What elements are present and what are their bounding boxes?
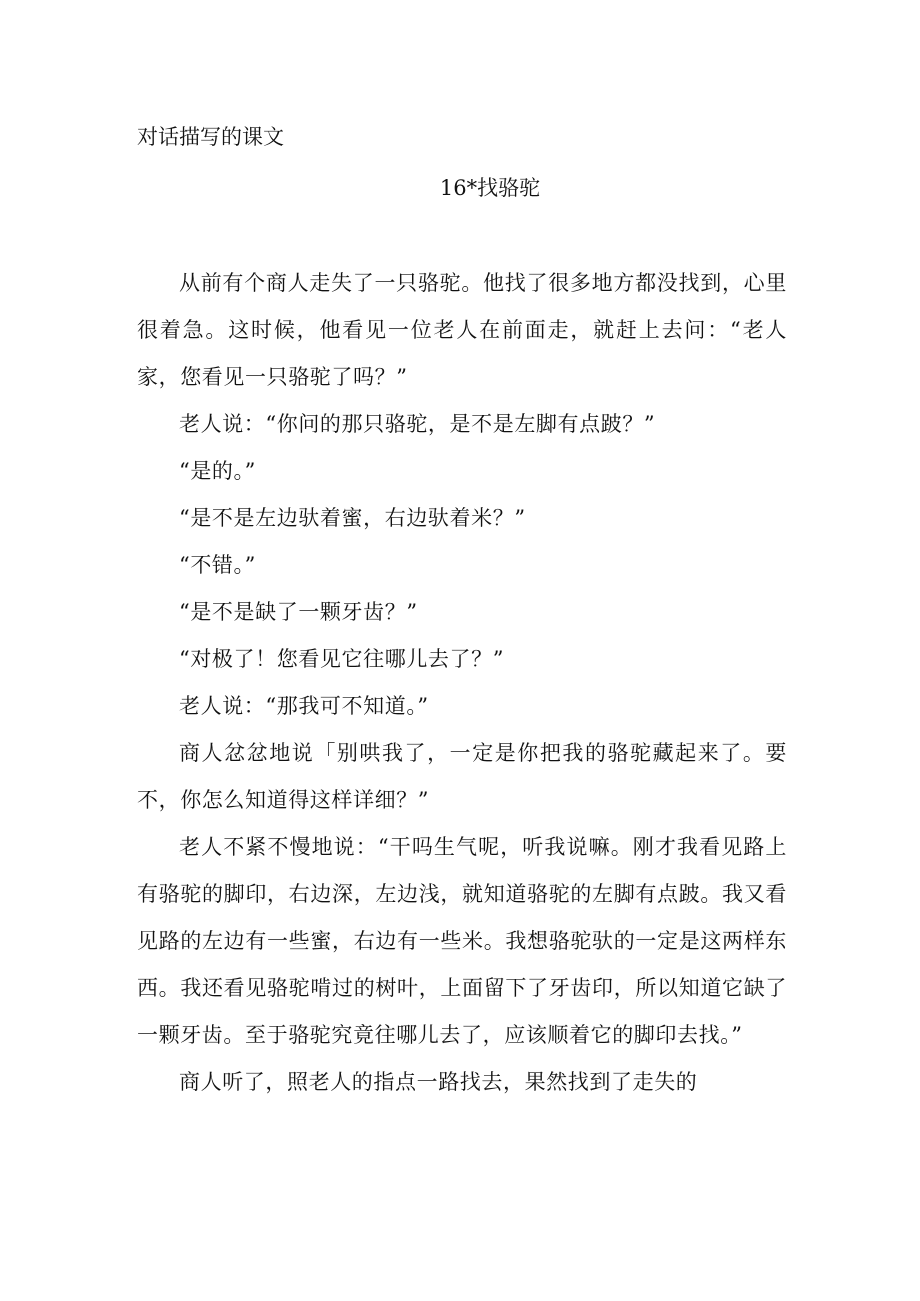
lesson-body	[137, 260, 787, 1106]
paragraph: 从前有个商人走失了一只骆驼。他找了很多地方都没找到，心里很着急。这时候，他看见一位老人在前面走，就赶上去问：“老人家，您看见一只骆驼了吗？”	[137, 271, 787, 389]
paragraph: “不错。”	[179, 553, 256, 577]
paragraph: “是不是左边驮着蜜，右边驮着米？”	[179, 506, 526, 530]
paragraph: 老人不紧不慢地说：“干吗生气呢，听我说嘛。刚才我看见路上有骆驼的脚印，右边深，左边浅，就知道骆驼的左脚有点跛。我又看见路的左边有一些蜜，右边有一些米。我想骆驼驮的一定是这两样东西。我还看见骆驼啃过的树叶，上面留下了牙齿印，所以知道它缺了一颗牙齿。至于骆驼究竟往哪儿去了，应该顺着它的脚印去找。”	[137, 835, 787, 1047]
document-heading: 对话描写的课文	[137, 125, 284, 149]
paragraph: 商人忿忿地说「别哄我了，一定是你把我的骆驼藏起来了。要不，你怎么知道得这样详细？”	[137, 741, 787, 812]
paragraph: “是的。”	[179, 459, 256, 483]
paragraph: 老人说：“那我可不知道。”	[179, 694, 429, 718]
paragraph: “对极了！您看见它往哪儿去了？”	[179, 647, 505, 671]
lesson-title: 16*找骆驼	[439, 176, 541, 200]
paragraph: 老人说：“你问的那只骆驼，是不是左脚有点跛？”	[179, 412, 656, 436]
paragraph: 商人听了，照老人的指点一路找去，果然找到了走失的	[179, 1070, 698, 1094]
paragraph: “是不是缺了一颗牙齿？”	[179, 600, 418, 624]
